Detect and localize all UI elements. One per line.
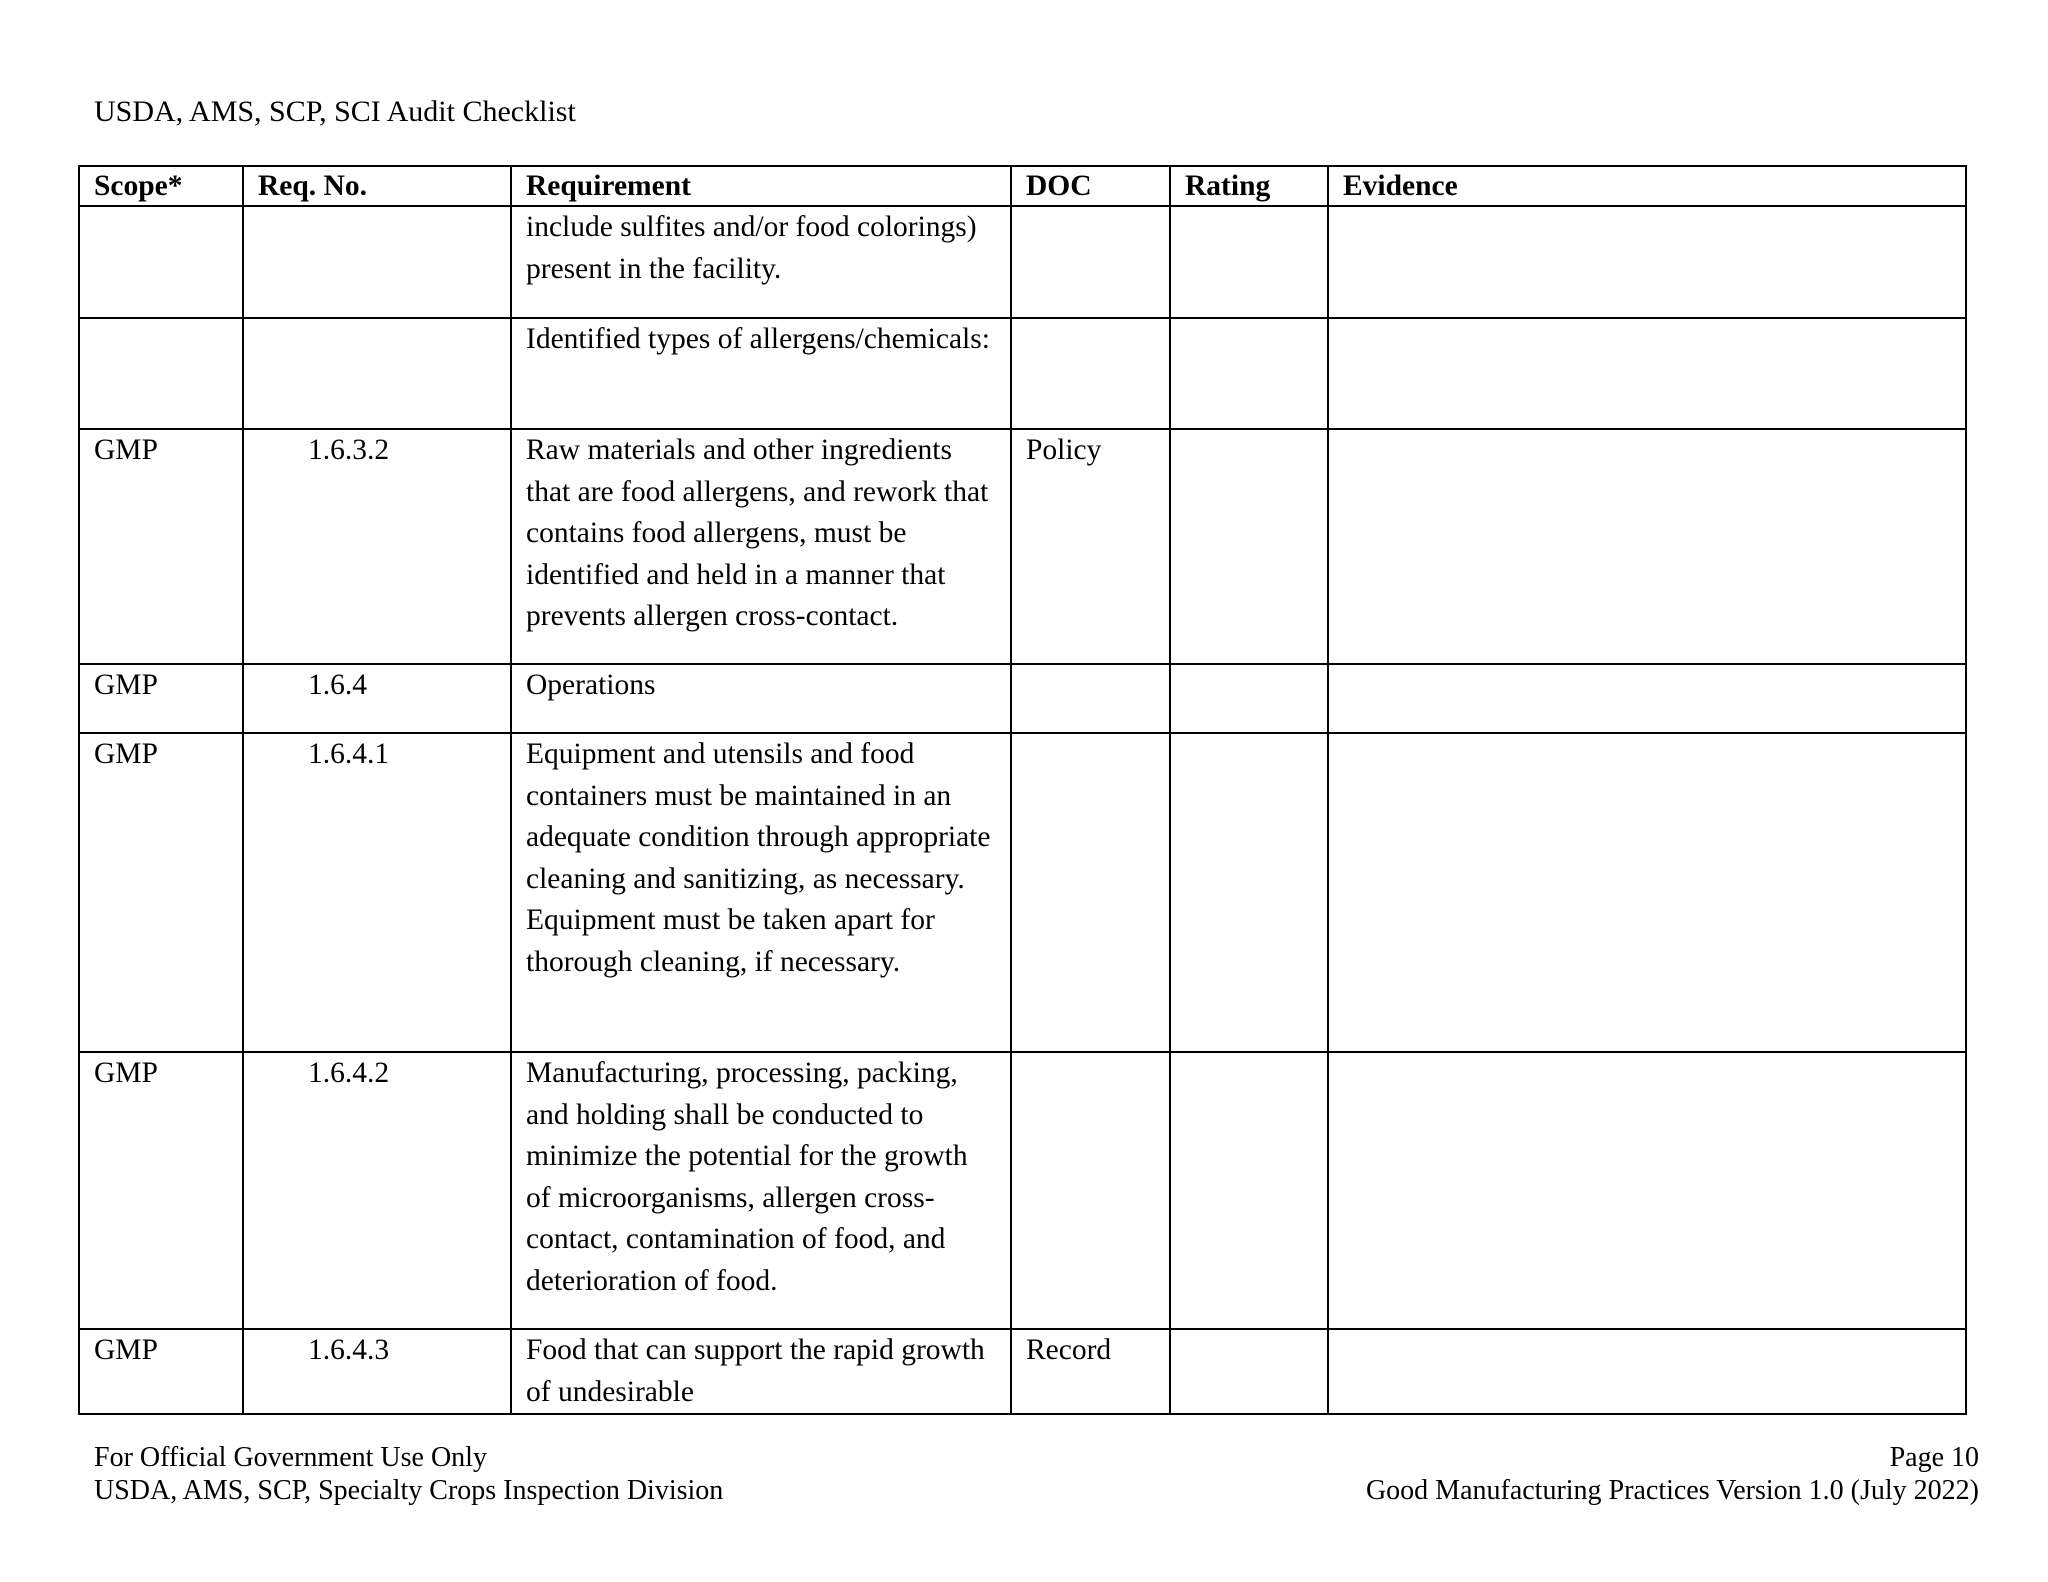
req-no-cell [243, 318, 511, 429]
footer-usage-notice: For Official Government Use Only [94, 1442, 487, 1473]
evidence-cell [1328, 1329, 1966, 1414]
evidence-cell [1328, 1052, 1966, 1329]
req-no-cell: 1.6.4.2 [243, 1052, 511, 1329]
footer-division: USDA, AMS, SCP, Specialty Crops Inspection Division [94, 1475, 724, 1506]
evidence-cell [1328, 429, 1966, 664]
scope-cell: GMP [79, 1329, 243, 1414]
table-row [79, 1329, 1966, 1414]
scope-cell [79, 206, 243, 318]
req-no-cell: 1.6.4.3 [243, 1329, 511, 1414]
rating-cell [1170, 733, 1328, 1052]
scope-cell [79, 318, 243, 429]
rating-cell [1170, 1052, 1328, 1329]
column-header-requirement: Requirement [511, 166, 1011, 206]
table-header-row [79, 166, 1966, 206]
req-no-cell [243, 206, 511, 318]
evidence-cell [1328, 664, 1966, 733]
column-header-scope: Scope* [79, 166, 243, 206]
rating-cell [1170, 206, 1328, 318]
scope-cell: GMP [79, 1052, 243, 1329]
requirement-cell: include sulfites and/or food colorings) present in the facility. [511, 206, 1011, 318]
requirement-cell: Raw materials and other ingredients that are food allergens, and rework that contains food allergens, must be identified and held in a manner that prevents allergen cross-contact. [511, 429, 1011, 664]
table-row [79, 664, 1966, 733]
audit-checklist-table [78, 165, 1967, 1415]
table-row [79, 206, 1966, 318]
doc-cell [1011, 318, 1170, 429]
evidence-cell [1328, 318, 1966, 429]
doc-cell [1011, 733, 1170, 1052]
table-row [79, 318, 1966, 429]
footer-right [1366, 1441, 1979, 1507]
req-no-cell: 1.6.4 [243, 664, 511, 733]
doc-cell: Record [1011, 1329, 1170, 1414]
column-header-doc: DOC [1011, 166, 1170, 206]
document-version: Good Manufacturing Practices Version 1.0 (July 2022) [1365, 1475, 1979, 1506]
requirement-cell: Food that can support the rapid growth of undesirable [511, 1329, 1011, 1414]
requirement-cell: Identified types of allergens/chemicals: [511, 318, 1011, 429]
rating-cell [1170, 1329, 1328, 1414]
doc-cell: Policy [1011, 429, 1170, 664]
column-header-rating: Rating [1170, 166, 1328, 206]
rating-cell [1170, 664, 1328, 733]
scope-cell: GMP [79, 664, 243, 733]
page-number: Page 10 [1889, 1442, 1979, 1473]
rating-cell [1170, 429, 1328, 664]
table-row [79, 429, 1966, 664]
doc-cell [1011, 206, 1170, 318]
doc-cell [1011, 664, 1170, 733]
column-header-evidence: Evidence [1328, 166, 1966, 206]
document-header-title: USDA, AMS, SCP, SCI Audit Checklist [94, 95, 576, 128]
doc-cell [1011, 1052, 1170, 1329]
table-row [79, 1052, 1966, 1329]
scope-cell: GMP [79, 429, 243, 664]
requirement-cell: Equipment and utensils and food containers must be maintained in an adequate condition through appropriate cleaning and sanitizing, as necessary. Equipment must be taken apart for thorough cleaning, if necessary. [511, 733, 1011, 1052]
scope-cell: GMP [79, 733, 243, 1052]
requirement-cell: Operations [511, 664, 1011, 733]
column-header-req-no: Req. No. [243, 166, 511, 206]
req-no-cell: 1.6.4.1 [243, 733, 511, 1052]
requirement-cell: Manufacturing, processing, packing, and holding shall be conducted to minimize the potential for the growth of microorganisms, allergen cross-contact, contamination of food, and deterioration of food. [511, 1052, 1011, 1329]
table-row [79, 733, 1966, 1052]
evidence-cell [1328, 206, 1966, 318]
rating-cell [1170, 318, 1328, 429]
footer-left [94, 1441, 723, 1507]
evidence-cell [1328, 733, 1966, 1052]
req-no-cell: 1.6.3.2 [243, 429, 511, 664]
